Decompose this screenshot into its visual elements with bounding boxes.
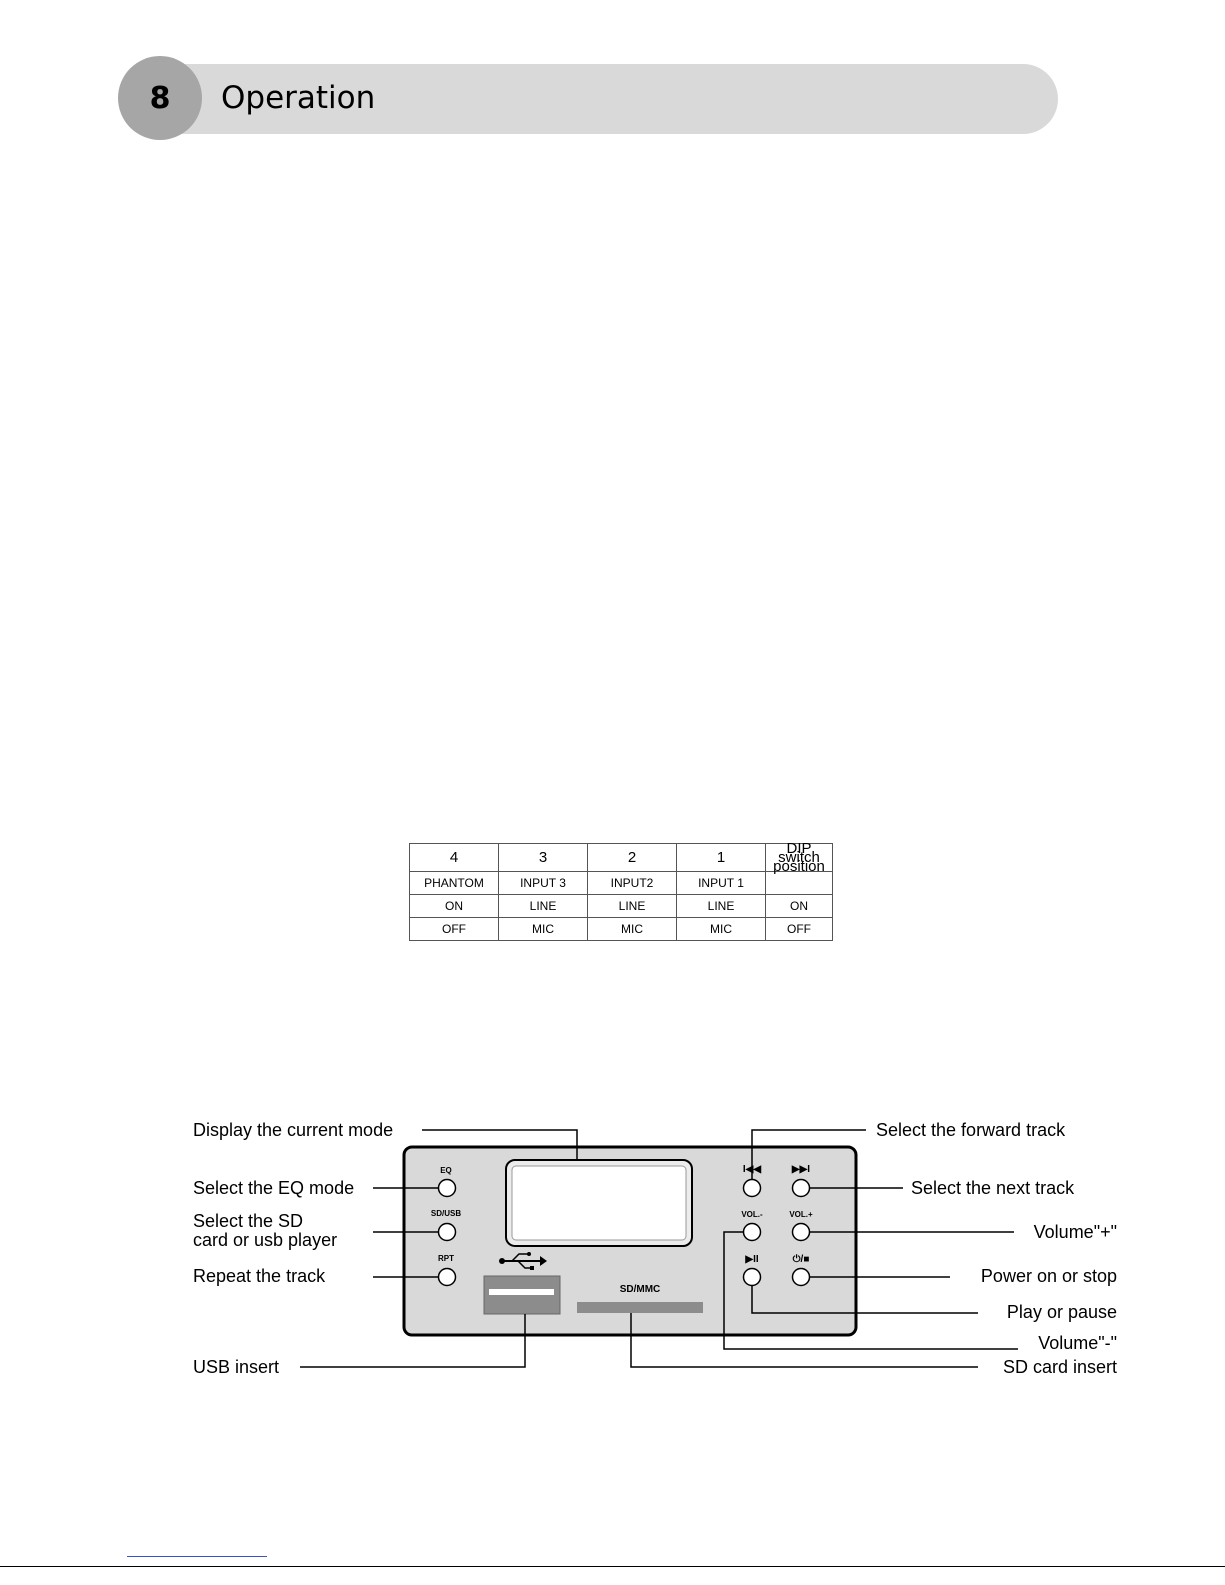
- callout-display-mode: Display the current mode: [193, 1120, 394, 1140]
- eq-button[interactable]: [439, 1180, 456, 1197]
- next-track-button[interactable]: [793, 1180, 810, 1197]
- table-cell: INPUT 3: [499, 872, 588, 895]
- callout-eq-mode: Select the EQ mode: [193, 1178, 355, 1198]
- section-number: 8: [118, 56, 202, 140]
- table-cell: MIC: [588, 918, 677, 941]
- vol-plus-label: VOL.+: [789, 1210, 813, 1219]
- power-stop-button[interactable]: [793, 1269, 810, 1286]
- sd-usb-button-label: SD/USB: [430, 1209, 462, 1218]
- table-cell: LINE: [677, 895, 766, 918]
- callout-volume-plus: Volume"+": [1033, 1222, 1117, 1242]
- table-cell: 3: [499, 844, 588, 872]
- play-pause-button[interactable]: [744, 1269, 761, 1286]
- callout-power: Power on or stop: [980, 1266, 1117, 1286]
- callout-sd-insert: SD card insert: [1002, 1357, 1117, 1377]
- callout-forward-track: Select the forward track: [876, 1120, 1066, 1140]
- table-cell: LINE: [499, 895, 588, 918]
- callout-sd-usb-line2: card or usb player: [193, 1230, 338, 1250]
- callout-next-track: Select the next track: [911, 1178, 1075, 1198]
- callout-volume-minus: Volume"-": [1038, 1333, 1117, 1353]
- callout-repeat: Repeat the track: [193, 1266, 326, 1286]
- table-cell: OFF: [410, 918, 499, 941]
- sd-usb-button[interactable]: [439, 1224, 456, 1241]
- table-cell: 2: [588, 844, 677, 872]
- table-cell: DIP switch position: [766, 844, 833, 872]
- callout-sd-usb-line1: Select the SD: [193, 1211, 304, 1231]
- table-cell: OFF: [766, 918, 833, 941]
- sd-card-slot[interactable]: [577, 1302, 703, 1313]
- section-title: Operation: [221, 80, 376, 116]
- table-cell: MIC: [499, 918, 588, 941]
- table-cell: 1: [677, 844, 766, 872]
- callout-play-pause: Play or pause: [1006, 1302, 1117, 1322]
- footer-rule: [0, 1566, 1225, 1567]
- table-cell: LINE: [588, 895, 677, 918]
- vol-minus-button[interactable]: [744, 1224, 761, 1241]
- display-screen: [512, 1166, 686, 1240]
- table-cell: 4: [410, 844, 499, 872]
- table-cell: INPUT2: [588, 872, 677, 895]
- vol-plus-button[interactable]: [793, 1224, 810, 1241]
- power-stop-icon: ⏻/■: [792, 1254, 810, 1265]
- rpt-button-label: RPT: [438, 1254, 454, 1263]
- next-track-icon: ▶▶I: [791, 1164, 811, 1175]
- eq-button-label: EQ: [440, 1166, 452, 1175]
- usb-port-slot: [489, 1289, 554, 1295]
- play-pause-icon: ▶II: [745, 1254, 759, 1265]
- vol-minus-label: VOL.-: [741, 1210, 763, 1219]
- sd-mmc-label: SD/MMC: [619, 1284, 661, 1295]
- table-cell: MIC: [677, 918, 766, 941]
- table-cell: ON: [766, 895, 833, 918]
- callout-usb-insert: USB insert: [193, 1357, 280, 1377]
- prev-track-button[interactable]: [744, 1180, 761, 1197]
- table-cell: PHANTOM: [410, 872, 499, 895]
- footer-link-underline: [127, 1556, 267, 1557]
- rpt-button[interactable]: [439, 1269, 456, 1286]
- prev-track-icon: I◀◀: [742, 1164, 762, 1175]
- table-cell: INPUT 1: [677, 872, 766, 895]
- table-cell: ON: [410, 895, 499, 918]
